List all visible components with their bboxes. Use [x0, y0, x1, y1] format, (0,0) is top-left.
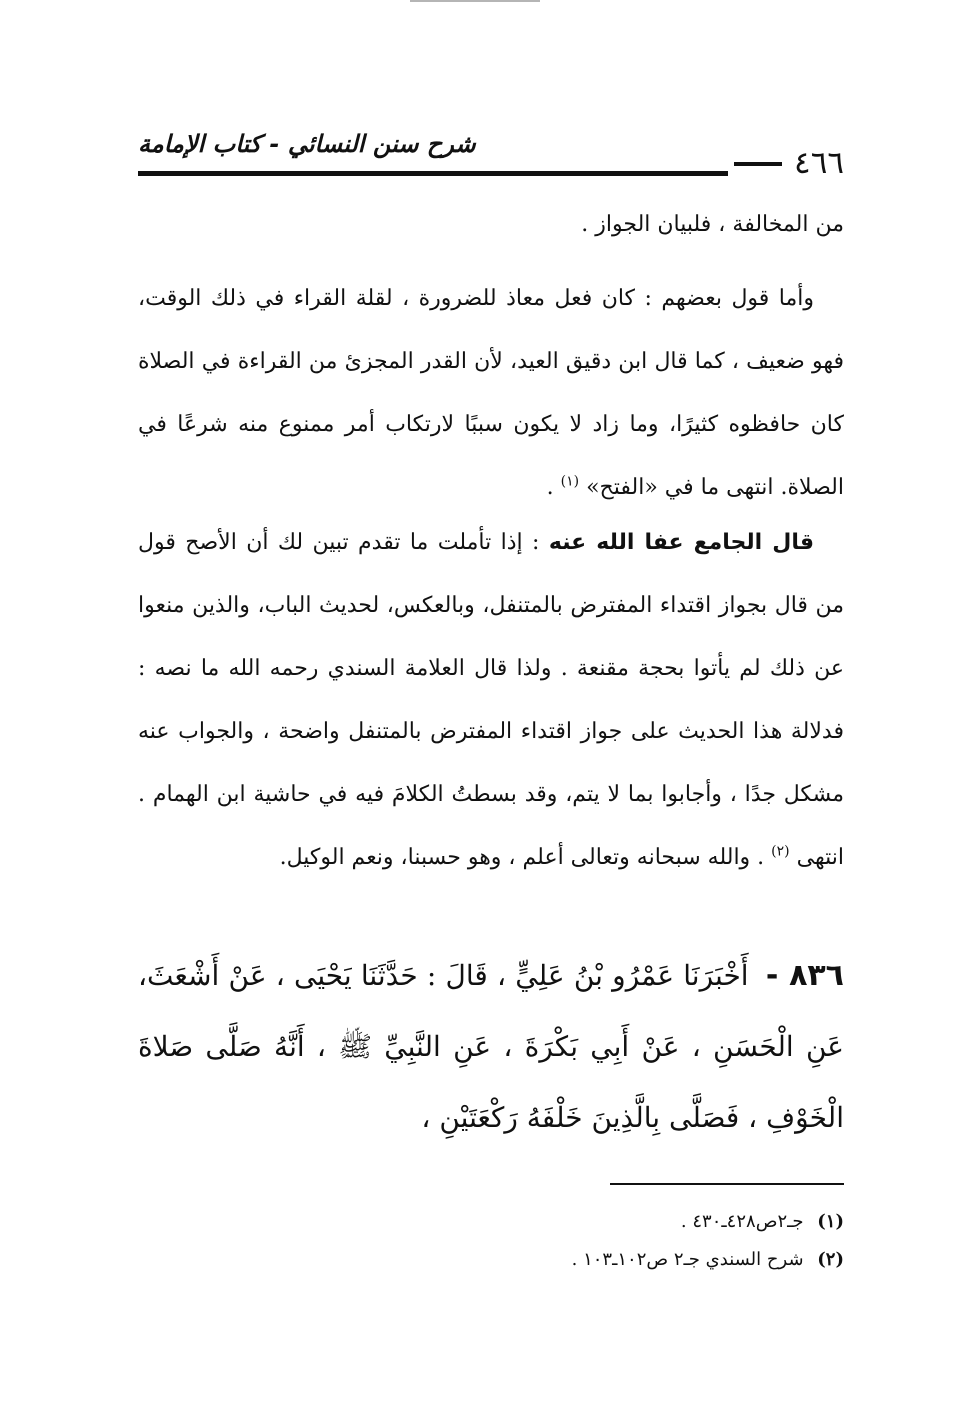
paragraph-3-text-a: : إذا تأملت ما تقدم تبين لك أن الأصح قول من قال بجواز اقتداء المفترض بالمتنفل، وبالعكس، لحديث الباب، والذين منعوا عن ذلك لم يأتوا بحجة مقنعة . ولذا قال العلامة السندي رحمه الله ما نصه : فدلالة هذا الحديث على جواز اقتداء المفترض بالمتنفل واضحة ، والجواب عنه مشكل جدًا ، وأجابوا بما لا يتم، وقد بسطتُ الكلامَ فيه في حاشية ابن الهمام . انتهى	[138, 530, 844, 870]
page-number-group	[734, 145, 844, 181]
footnote-reference-1: (١)	[560, 473, 580, 490]
book-title: شرح سنن النسائي - كتاب الإمامة	[138, 130, 476, 158]
page-number-dash	[734, 162, 782, 166]
paragraph-1-text: من المخالفة ، فلبيان الجواز .	[581, 212, 844, 237]
footnote-item	[244, 1203, 844, 1241]
footnotes	[244, 1203, 844, 1279]
footnote-reference-2: (٢)	[771, 843, 790, 860]
paragraph-2-text: وأما قول بعضهم : كان فعل معاذ للضرورة ، لقلة القراء في ذلك الوقت، فهو ضعيف ، كما قال ابن دقيق العيد، لأن القدر المجزئ من القراءة في الصلاة كان حافظوه كثيرًا، وما زاد لا يكون سببًا لارتكاب أمر ممنوع منه شرعًا في الصلاة. انتهى ما في «الفتح»	[138, 286, 844, 500]
paragraph-2-end: .	[546, 475, 554, 500]
header-rule	[138, 171, 728, 176]
footnote-separator	[610, 1183, 844, 1185]
paragraph-continuation	[138, 193, 844, 256]
top-scan-rule	[410, 0, 540, 2]
page-number: ٤٦٦	[794, 145, 844, 181]
footnote-item	[244, 1241, 844, 1279]
hadith-text	[138, 940, 844, 1153]
hadith-body: أَخْبَرَنَا عَمْرُو بْنُ عَلِيٍّ ، قَالَ : حَدَّثَنَا يَحْيَى ، عَنْ أَشْعَثَ، عَنِ الْحَسَنِ ، عَنْ أَبِي بَكْرَةَ ، عَنِ النَّبِيِّ ﷺ ، أَنَّهُ صَلَّى صَلاةَ الْخَوْفِ ، فَصَلَّى بِالَّذِينَ خَلْفَهُ رَكْعَتَيْنِ ،	[138, 959, 844, 1134]
footnote-text: جـ٢ص٤٢٨ـ٤٣٠ .	[680, 1211, 804, 1232]
footnote-marker: (١)	[817, 1211, 844, 1232]
hadith-number: ٨٣٦ -	[765, 958, 844, 993]
paragraph-opinion	[138, 267, 844, 519]
paragraph-compiler-note	[138, 511, 844, 889]
footnote-marker: (٢)	[817, 1249, 844, 1270]
speaker-label: قال الجامع عفا الله عنه	[548, 530, 815, 555]
running-header	[138, 128, 844, 184]
paragraph-3-text-b: . والله سبحانه وتعالى أعلم ، وهو حسبنا، ونعم الوكيل.	[279, 845, 765, 870]
footnote-text: شرح السندي جـ٢ ص١٠٢ـ١٠٣ .	[571, 1249, 804, 1270]
